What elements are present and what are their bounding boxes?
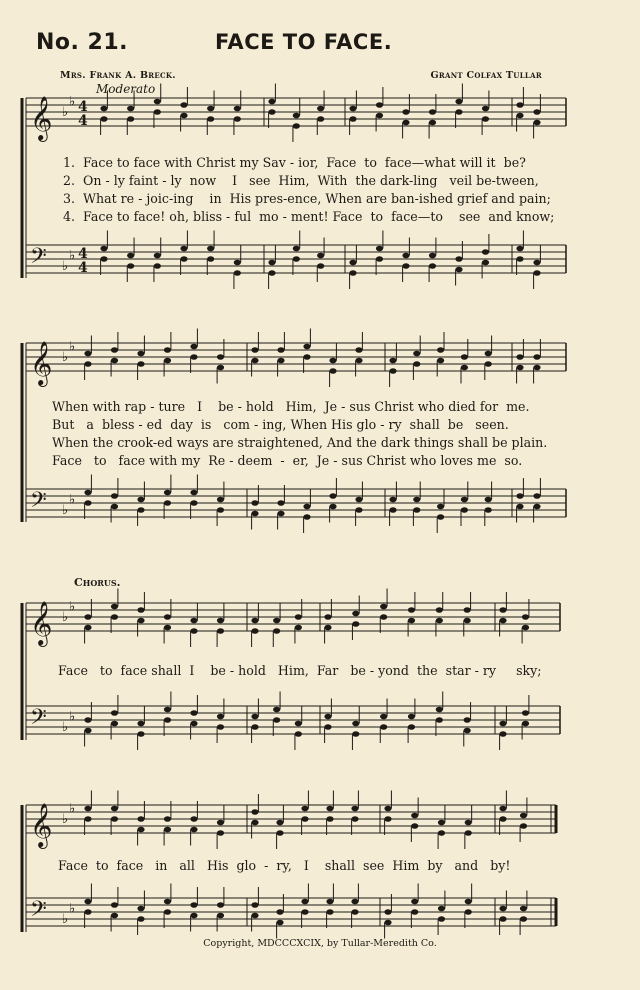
svg-text:𝄢: 𝄢	[30, 897, 47, 927]
svg-text:♭: ♭	[62, 259, 69, 274]
svg-text:𝄞: 𝄞	[30, 601, 53, 645]
copyright-notice: Copyright, MDCCCXCIX, by Tullar-Meredith Co.	[203, 938, 437, 949]
svg-text:𝄢: 𝄢	[30, 705, 47, 735]
svg-text:𝄢: 𝄢	[30, 488, 47, 518]
svg-text:♭: ♭	[62, 610, 69, 625]
svg-text:♭: ♭	[62, 720, 69, 735]
tempo-marking: Moderato	[96, 82, 156, 96]
verse-3-line-1: 3. What re - joic-ing in His pres-ence, When are ban-ished grief and pain;	[63, 191, 551, 206]
svg-text:♭: ♭	[69, 901, 76, 917]
svg-text:𝄞: 𝄞	[30, 96, 53, 140]
svg-text:♭: ♭	[69, 492, 76, 508]
svg-text:4: 4	[78, 99, 88, 115]
verse-2-line-2: But a bless - ed day is com - ing, When His glo - ry shall be seen.	[52, 417, 509, 432]
svg-text:♭: ♭	[62, 812, 69, 827]
svg-text:♭: ♭	[69, 339, 76, 355]
chorus-line-1: Face to face shall I be - hold Him, Far be - yond the star - ry sky;	[58, 663, 542, 678]
verse-4-line-2: Face to face with my Re - deem - er, Je - sus Christ who loves me so.	[52, 453, 523, 468]
verse-3-line-2: When the crook-ed ways are straightened, And the dark things shall be plain.	[52, 435, 548, 450]
hymn-title: FACE TO FACE.	[215, 30, 393, 54]
chorus-label: Chorus.	[74, 576, 121, 589]
svg-text:♭: ♭	[69, 599, 76, 615]
verse-4-line-1: 4. Face to face! oh, bliss - ful mo - ment! Face to face—to see and know;	[63, 209, 555, 224]
svg-text:♭: ♭	[69, 248, 76, 264]
lyricist-credit: Mrs. Frank A. Breck.	[60, 70, 176, 81]
chorus-line-2: Face to face in all His glo - ry, I shall see Him by and by!	[58, 858, 511, 873]
svg-text:♭: ♭	[62, 912, 69, 927]
svg-text:𝄢: 𝄢	[30, 244, 47, 274]
svg-text:♭: ♭	[69, 801, 76, 817]
svg-text:4: 4	[78, 113, 88, 129]
svg-text:4: 4	[78, 246, 88, 262]
svg-text:♭: ♭	[69, 709, 76, 725]
composer-credit: Grant Colfax Tullar	[430, 70, 542, 81]
svg-text:♭: ♭	[69, 94, 76, 110]
verse-2-line-1: 2. On - ly faint - ly now I see Him, With the dark-ling veil be-tween,	[63, 173, 539, 188]
svg-text:4: 4	[78, 260, 88, 276]
verse-1-line-1: 1. Face to face with Christ my Sav - ior, Face to face—what will it be?	[63, 155, 526, 170]
svg-text:♭: ♭	[62, 350, 69, 365]
svg-text:𝄞: 𝄞	[30, 803, 53, 847]
svg-text:𝄞: 𝄞	[30, 341, 53, 385]
svg-text:♭: ♭	[62, 105, 69, 120]
hymn-number: No. 21.	[36, 30, 129, 55]
svg-text:♭: ♭	[62, 503, 69, 518]
verse-1-line-2: When with rap - ture I be - hold Him, Je - sus Christ who died for me.	[52, 399, 530, 414]
